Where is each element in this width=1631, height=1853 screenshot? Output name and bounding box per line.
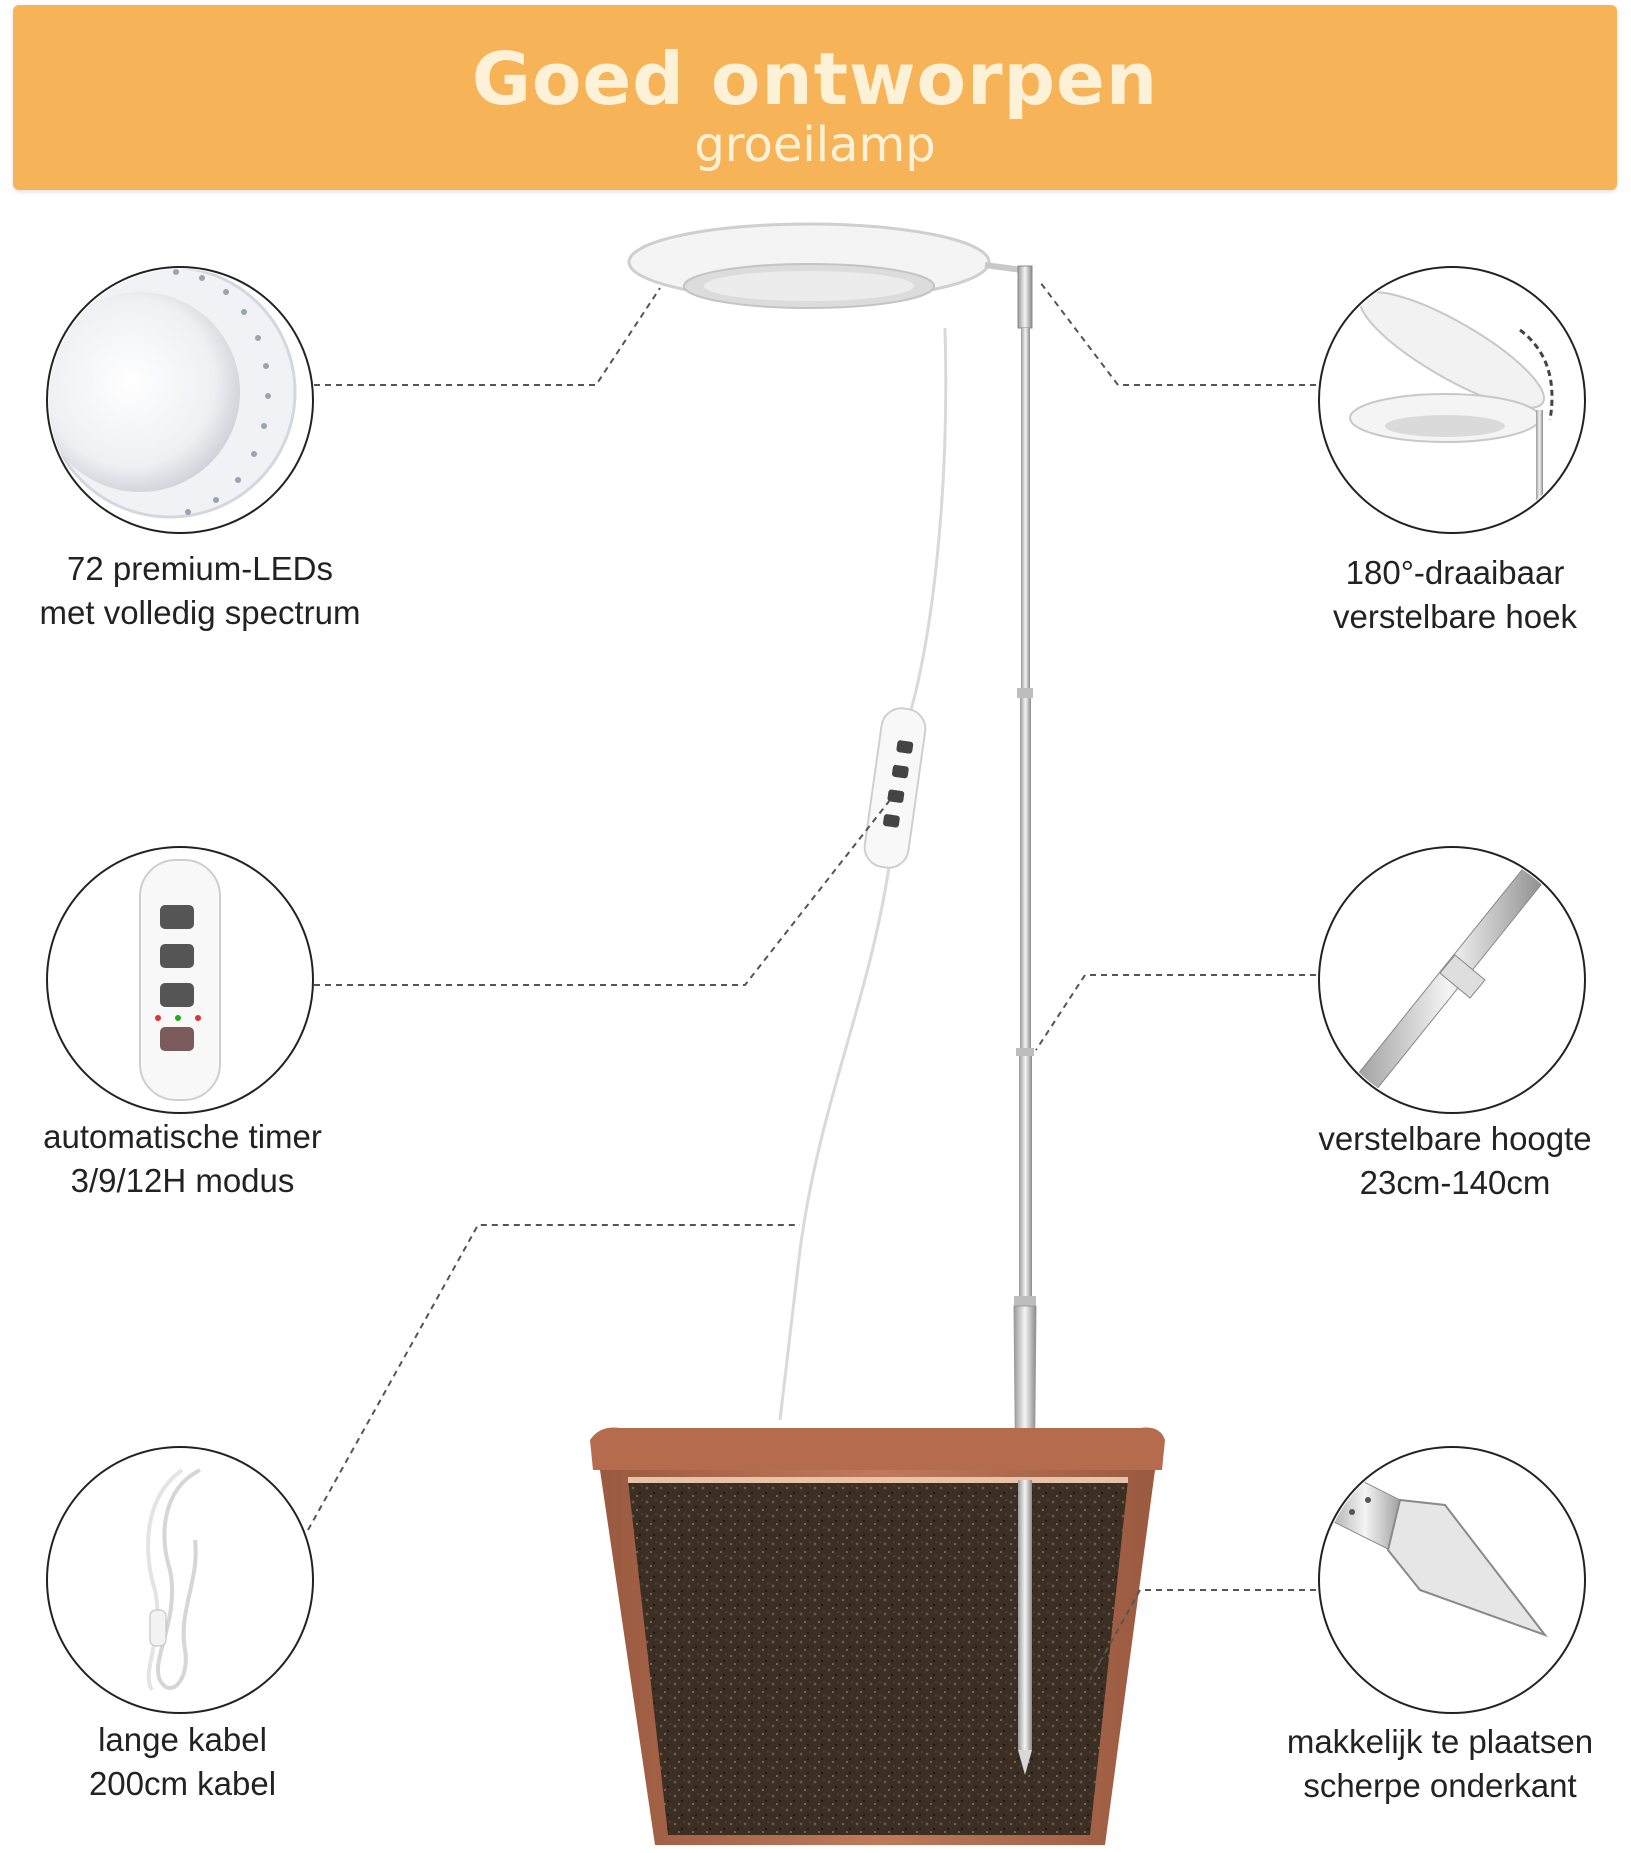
plant-pot xyxy=(590,1428,1165,1846)
feature-line: lange kabel xyxy=(98,1721,267,1758)
feature-line: 200cm kabel xyxy=(88,1765,277,1802)
feature-label-rotation xyxy=(1265,551,1631,639)
feature-line: 3/9/12H modus xyxy=(70,1162,295,1199)
feature-line: makkelijk te plaatsen xyxy=(1286,1723,1594,1760)
feature-label-timer xyxy=(5,1115,360,1203)
feature-line: automatische timer xyxy=(43,1118,322,1155)
banner-subtitle: groeilamp xyxy=(694,117,936,173)
feature-line: met volledig spectrum xyxy=(39,594,361,631)
feature-label-leds xyxy=(5,547,395,635)
feature-line: scherpe onderkant xyxy=(1303,1767,1577,1804)
feature-label-cable xyxy=(40,1718,325,1806)
timer-controller xyxy=(862,706,928,871)
feature-label-height xyxy=(1285,1117,1625,1205)
feature-line: verstelbare hoogte xyxy=(1318,1120,1592,1157)
lamp-ring xyxy=(629,224,1022,308)
banner-title: Goed ontworpen xyxy=(471,37,1159,121)
timer-controller-icon xyxy=(140,860,220,1100)
feature-line: 180°-draaibaar xyxy=(1345,554,1565,591)
power-cable xyxy=(780,328,946,1420)
feature-line: verstelbare hoek xyxy=(1333,598,1577,635)
feature-label-tip xyxy=(1255,1720,1625,1808)
feature-line: 23cm-140cm xyxy=(1359,1164,1551,1201)
feature-line: 72 premium-LEDs xyxy=(67,550,333,587)
